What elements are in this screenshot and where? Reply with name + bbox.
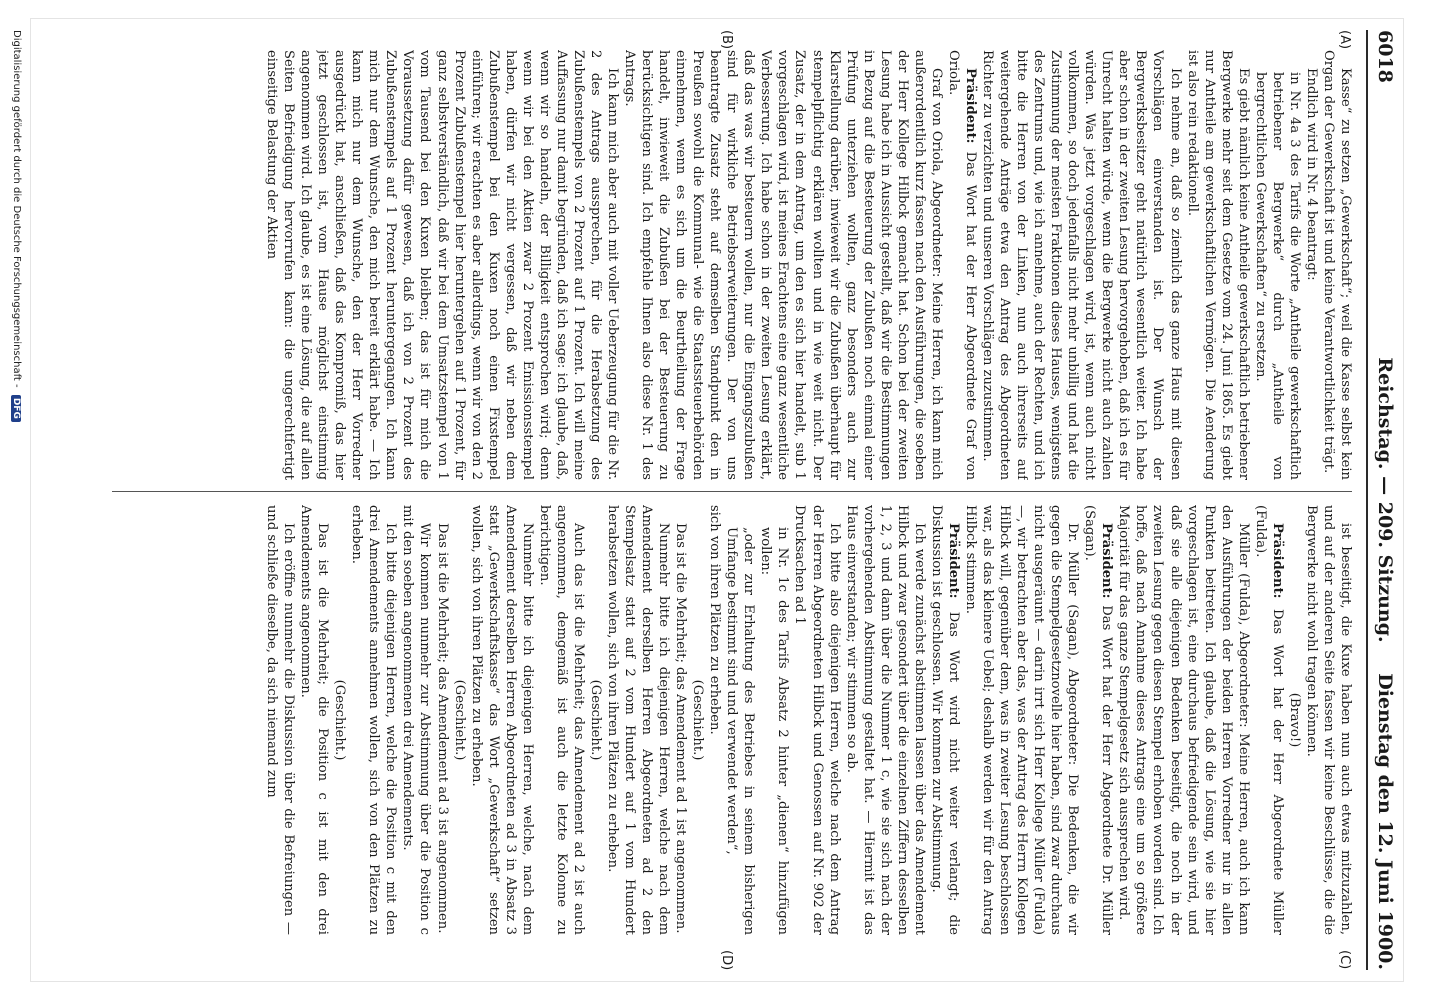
speaker-label: Präsident: [962, 68, 978, 144]
paragraph: Nunmehr bitte ich diejenigen Herren, welche, nach dem Amendement derselben Herren Abgeordneten ad 3 in Absatz 3 statt „Gewerkschaftskasse“ das Wort „Gewerkschaft“ setzen wollen, sich von ihren Plätzen zu erheben. [468, 505, 535, 935]
paragraph [1081, 505, 1115, 935]
right-text-column [109, 505, 1354, 935]
paragraph: Dr. Müller (Sagan), Abgeordneter: Die Bedenken, die wir gegen die Stempelgesetznovelle hier haben, sind zwar durchaus nicht ausgeräumt — darin irrt sich Herr Kollege Müller (Fulda) —, wir betrachten aber das, was der Antrag des Herrn Kollegen Hilbck will, gegenüber dem, was in zweiter Lesung beschlossen war, als das kleinere Uebel; deshalb werden wir für den Antrag Hilbck stimmen. [962, 505, 1081, 935]
paragraph: Ich werde zunächst abstimmen lassen über das Amendement Hilbck und zwar gesondert über die einzelnen Ziffern desselben 1, 2, 3 und dann über die Nummer 1 c, wie sie sich nach der vorhergehenden Abstimmung gestaltet hat. — Hiermit ist das Haus einverstanden; wir stimmen so ab. [843, 505, 927, 935]
paragraph: (Bravo!) [1286, 692, 1302, 748]
paragraph: in Nr. 1c des Tarifs Absatz 2 hinter „dienen“ hinzufügen wollen: [758, 527, 791, 935]
paragraph: Graf von Oriola, Abgeordneter: Meine Herren, ich kann mich außerordentlich kurz fassen nach den Ausführungen, die soeben der Herr Kollege Hilbck gemacht hat. Schon bei der zweiten Lesung habe ich in Aussicht gestellt, daß wir die Bestimmungen in Bezug auf die Besteuerung der Zubußen noch einmal einer Prüfung unterziehen wollten, ganz besonders auch zur Klarstellung darüber, inwieweit wir die Zubußen überhaupt für stempelpflichtig erklären wollten und in wie weit nicht. Der Zusatz, der in dem Antrag, um den es sich hier handelt, sub 1 vorgeschlagen wird, ist meines Erachtens eine ganz wesentliche Verbesserung. Ich habe schon in der zweiten Lesung erklärt, daß das was wir besteuern wollen, nur die Eingangszubußen sind für wirkliche Betriebserweiterungen. Der von uns beantragte Zusatz steht auf demselben Standpunkt den in Preußen sowohl die Kommunal- wie die Staatssteuerbehörden einnehmen, wenn es sich um die Beurtheilung der Frage handelt, inwieweit die Zubußen bei der Besteuerung zu berücksichtigen sind. Ich empfehle Ihnen also diese Nr. 1 des Antrags. [622, 50, 944, 480]
credit-text: Digitalisierung gefördert durch die Deutsche Forschungsgemeinschaft - [11, 30, 22, 388]
page-number: 6018 [1374, 30, 1396, 83]
dfg-logo: DFG [11, 395, 21, 422]
paragraph: Müller (Fulda), Abgeordneter: Meine Herren, auch ich kann den Ausführungen der beiden Herren Vorredner nur in allen Punkten beitreten. Ich glaube, daß die Lösung, wie sie hier vorgeschlagen ist, eine durchaus befriedigende sein wird, und daß sie alle diejenigen Bedenken beseitigt, die noch in der zweiten Lesung gegen diesen Stempel erhoben worden sind. Ich hoffe, daß nach Annahme dieses Antrags eine um so größere Majorität für das ganze Stempelgesetz sich aussprechen wird. [1116, 505, 1251, 935]
left-text-column [109, 50, 1354, 480]
session-title: Reichstag. — 209. Sitzung. [1374, 357, 1396, 643]
session-date: Dienstag den 12. Juni 1900. [1374, 673, 1396, 970]
paragraph: „oder zur Erhaltung des Betriebes in seinem bisherigen Umfange bestimmt sind und verwendet werden“, [724, 527, 757, 935]
paragraph: Ich bitte diejenigen Herren, welche die Position c mit den drei Amendements annehmen wollen, sich von den Plätzen zu erheben. [349, 505, 399, 935]
paragraph: (Geschieht.) [332, 679, 348, 761]
speaker-label: Präsident: [1269, 523, 1285, 599]
paragraph: Nunmehr bitte ich diejenigen Herren, welche nach dem Amendement derselben Herren Abgeordneten ad 2 den Stempelsatz statt auf 2 vom Hundert auf 1 vom Hundert herabsetzen wollen, sich von ihren Plätzen zu erheben. [604, 505, 672, 935]
paragraph: Endlich wird in Nr. 4 beantragt: [1303, 68, 1319, 281]
paragraph: Das ist die Mehrheit; das Amendement ad 1 ist angenommen. [673, 523, 689, 934]
paragraph-text: Das Wort hat der Herr Abgeordnete Graf von Oriola. [945, 50, 978, 480]
paragraph [928, 505, 962, 935]
paragraph: Ich nehme an, daß so ziemlich das ganze Haus mit diesen Vorschlägen einverstanden ist. Der Wunsch der Bergwerksbesitzer geht natürlich wesentlich weiter. Ich habe aber schon in der zweiten Lesung hervorgehoben, daß ich es für Unrecht halten würde, wenn die Bergwerke nicht auch zahlen würden. Was jetzt vorgeschlagen wird, ist, wenn auch nicht vollkommen, so doch jedenfalls nicht mehr unbillig und hat die Zustimmung der meisten Fraktionen dieses Hauses, wenigstens des Zentrums und, wie ich annehme, auch der Rechten, und ich bitte die Herren von der Linken, nun auch ihrerseits auf weitergehende Anträge etwa den Antrag des Abgeordneten Richter zu verzichten und unseren Vorschlägen zuzustimmen. [980, 50, 1183, 480]
paragraph: Es giebt nämlich keine Antheile gewerkschaftlich betriebener Bergwerke mehr seit dem Gesetze vom 24. Juni 1865. Es giebt nur Antheile am gewerkschaftlichen Vermögen. Die Aenderung ist also rein redaktionell. [1184, 50, 1251, 480]
paragraph [945, 50, 979, 480]
paragraph: (Geschieht.) [690, 679, 706, 761]
page-header [1366, 30, 1398, 970]
paragraph: Ich eröffne nunmehr die Diskussion über die Befreiungen — und schließe dieselbe, da sich niemand zum [264, 505, 297, 935]
speaker-label: Präsident: [1099, 523, 1115, 599]
paragraph: in Nr. 4a 3 des Tarifs die Worte „Antheile gewerkschaftlich betriebener Bergwerke“ durch „Antheile von bergrechtlichen Gewerkschaften“ zu ersetzen. [1252, 72, 1302, 480]
paragraph: Auch das ist die Mehrheit; das Amendement ad 2 ist auch angenommen, demgemäß ist auch die letzte Kolonne zu berichtigen. [536, 505, 586, 935]
paragraph: Ich bitte also diejenigen Herren, welche nach dem Antrag der Herren Abgeordneten Hilbck und Genossen auf Nr. 902 der Drucksachen ad 1 [792, 505, 842, 935]
margin-mark-a: (A) [1337, 30, 1352, 50]
paragraph: ist beseitigt, die Kuxe haben nun auch etwas mitzuzahlen, und auf der anderen Seite fassen wir keine Beschlüsse, die die Bergwerke nicht wohl tragen können. [1303, 505, 1353, 935]
speaker-label: Präsident: [945, 523, 961, 599]
paragraph-text: Das Wort hat der Herr Abgeordnete Dr. Müller (Sagan). [1082, 505, 1115, 935]
paragraph: Wir kommen nunmehr zur Abstimmung über die Position c mit den soeben angenommenen drei Amendements. [400, 505, 433, 935]
paragraph: (Geschieht.) [587, 679, 603, 761]
paragraph: sich von ihren Plätzen zu erheben. [707, 505, 723, 735]
paragraph: (Geschieht.) [451, 679, 467, 761]
paragraph: Kasse“ zu setzen „Gewerkschaft“; weil die Kasse selbst kein Organ der Gewerkschaft ist und keine Verantwortlichkeit trägt. [1320, 50, 1353, 480]
paragraph: Das ist die Mehrheit; die Position c ist mit den drei Amendements angenommen. [298, 505, 331, 935]
margin-mark-b: (B) [719, 30, 734, 50]
paragraph: Ich kann mich aber auch mit voller Ueberzeugung für die Nr. 2 des Antrags aussprechen, für die Herabsetzung des Zubußenstempels von 2 Prozent auf 1 Prozent. Ich will meine Auffassung nur damit begründen, daß ich sage: ich glaube, daß, wenn wir so handeln, der Billigkeit entsprochen wird; denn wenn wir bei den Aktien zwar 2 Prozent Emissionsstempel haben, dürfen wir nicht vergessen, daß wir neben dem Zubußenstempel bei den Kuxen noch einen Fixstempel einführen; wir erachten es aber allerdings, wenn wir von den 2 Prozent Zubußenstempel hier heruntergehen auf 1 Prozent, für ganz selbstverständlich, daß wir bei dem Umsatzstempel von 1 vom Tausend bei den Kuxen bleiben; das ist für mich die Voraussetzung dafür gewesen, daß ich von 2 Prozent des Zubußenstempels auf 1 Prozent heruntergegangen. Ich kann mich nur dem Wunsche, den mich bereit erklärt habe. — Ich kann mich nur dem Wunsche, den der Herr Vorredner ausgedrückt hat, anschließen, daß das Kompromiß, das hier jetzt geschlossen ist, vom Hause möglichst einstimmig angenommen wird. Ich glaube, es ist eine Lösung, die auf allen Seiten Befriedigung hervorrufen kann: die ungerechtfertigt einseitige Belastung der Aktien [264, 50, 620, 480]
paragraph-text: Das Wort wird nicht weiter verlangt; die Diskussion ist geschlossen. Wir kommen zur Abstimmung. [928, 505, 961, 935]
paragraph [1252, 505, 1286, 935]
column-divider [112, 491, 1352, 492]
margin-mark-c: (C) [1337, 950, 1352, 970]
margin-mark-d: (D) [719, 950, 734, 971]
paragraph: Das ist die Mehrheit; das Amendement ad 3 ist angenommen. [434, 523, 450, 934]
paragraph-text: Das Wort hat der Herr Abgeordnete Müller (Fulda). [1252, 505, 1285, 935]
digitization-credit [11, 30, 22, 970]
